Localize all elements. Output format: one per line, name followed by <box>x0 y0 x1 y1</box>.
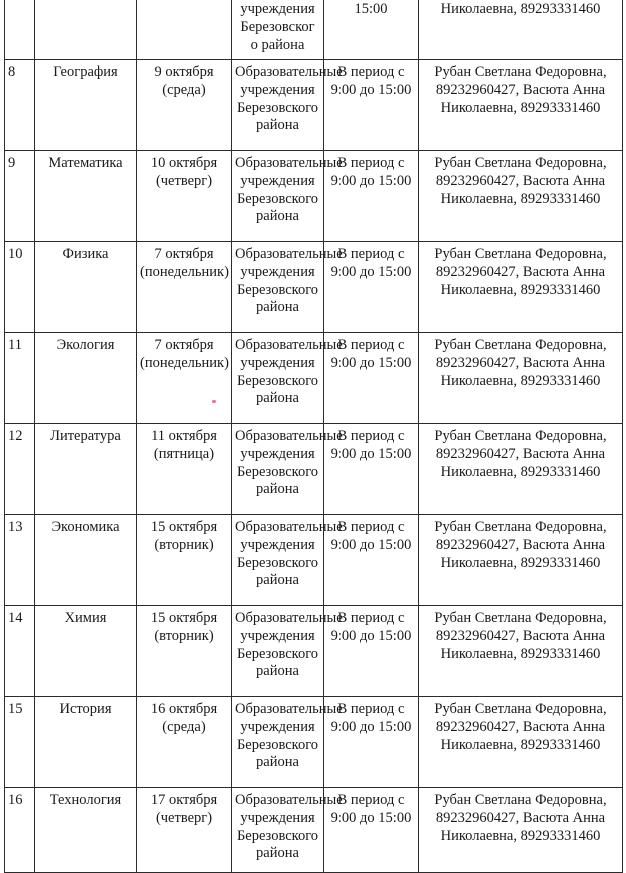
time-cell: В период с 9:00 до 15:00 <box>324 515 419 606</box>
subject-cell: Физика <box>35 242 137 333</box>
table-row <box>5 0 623 60</box>
row-number-cell <box>5 0 35 60</box>
contact-cell: Рубан Светлана Федоровна, 89232960427, Васюта Анна Николаевна, 89293331460 <box>419 151 623 242</box>
row-number-cell: 16 <box>5 788 35 873</box>
subject-cell: Литература <box>35 424 137 515</box>
row-number-cell: 8 <box>5 60 35 151</box>
contact-cell: Николаевна, 89293331460 <box>419 0 623 60</box>
subject-cell: Экология <box>35 333 137 424</box>
olympiad-schedule-table <box>4 0 623 873</box>
date-cell <box>137 0 232 60</box>
date-cell: 15 октября (вторник) <box>137 606 232 697</box>
subject-cell: География <box>35 60 137 151</box>
date-cell: 10 октября (четверг) <box>137 151 232 242</box>
date-cell: 9 октября (среда) <box>137 60 232 151</box>
time-cell: В период с 9:00 до 15:00 <box>324 242 419 333</box>
table-row <box>5 788 623 873</box>
table-row <box>5 151 623 242</box>
contact-cell: Рубан Светлана Федоровна, 89232960427, Васюта Анна Николаевна, 89293331460 <box>419 788 623 873</box>
place-cell: Образовательные учреждения Березовского района <box>232 151 324 242</box>
row-number-cell: 11 <box>5 333 35 424</box>
table-row <box>5 60 623 151</box>
subject-cell: Технология <box>35 788 137 873</box>
contact-cell: Рубан Светлана Федоровна, 89232960427, Васюта Анна Николаевна, 89293331460 <box>419 333 623 424</box>
contact-cell: Рубан Светлана Федоровна, 89232960427, Васюта Анна Николаевна, 89293331460 <box>419 60 623 151</box>
date-cell: 15 октября (вторник) <box>137 515 232 606</box>
place-cell: Образовательные учреждения Березовского района <box>232 606 324 697</box>
place-cell: Образовательные учреждения Березовского района <box>232 697 324 788</box>
ink-mark <box>212 400 216 403</box>
subject-cell <box>35 0 137 60</box>
contact-cell: Рубан Светлана Федоровна, 89232960427, Васюта Анна Николаевна, 89293331460 <box>419 606 623 697</box>
row-number-cell: 13 <box>5 515 35 606</box>
place-cell: Образовательные учреждения Березовского района <box>232 242 324 333</box>
row-number-cell: 10 <box>5 242 35 333</box>
table-row <box>5 424 623 515</box>
subject-cell: Экономика <box>35 515 137 606</box>
time-cell: В период с 9:00 до 15:00 <box>324 151 419 242</box>
time-cell: 15:00 <box>324 0 419 60</box>
subject-cell: Химия <box>35 606 137 697</box>
date-cell: 11 октября (пятница) <box>137 424 232 515</box>
table-row <box>5 242 623 333</box>
table-row <box>5 515 623 606</box>
date-cell: 7 октября (понедельник) <box>137 242 232 333</box>
time-cell: В период с 9:00 до 15:00 <box>324 606 419 697</box>
row-number-cell: 9 <box>5 151 35 242</box>
table-row <box>5 697 623 788</box>
date-cell: 7 октября (понедельник) <box>137 333 232 424</box>
row-number-cell: 14 <box>5 606 35 697</box>
subject-cell: История <box>35 697 137 788</box>
date-cell: 16 октября (среда) <box>137 697 232 788</box>
time-cell: В период с 9:00 до 15:00 <box>324 697 419 788</box>
place-cell: Образовательные учреждения Березовского района <box>232 788 324 873</box>
time-cell: В период с 9:00 до 15:00 <box>324 60 419 151</box>
table-row <box>5 333 623 424</box>
time-cell: В период с 9:00 до 15:00 <box>324 333 419 424</box>
row-number-cell: 15 <box>5 697 35 788</box>
place-cell: Образовательные учреждения Березовского района <box>232 333 324 424</box>
date-cell: 17 октября (четверг) <box>137 788 232 873</box>
place-cell: учреждения Березовског о района <box>232 0 324 60</box>
time-cell: В период с 9:00 до 15:00 <box>324 788 419 873</box>
time-cell: В период с 9:00 до 15:00 <box>324 424 419 515</box>
contact-cell: Рубан Светлана Федоровна, 89232960427, Васюта Анна Николаевна, 89293331460 <box>419 697 623 788</box>
table-row <box>5 606 623 697</box>
place-cell: Образовательные учреждения Березовского района <box>232 424 324 515</box>
place-cell: Образовательные учреждения Березовского района <box>232 515 324 606</box>
place-cell: Образовательные учреждения Березовского района <box>232 60 324 151</box>
contact-cell: Рубан Светлана Федоровна, 89232960427, Васюта Анна Николаевна, 89293331460 <box>419 242 623 333</box>
row-number-cell: 12 <box>5 424 35 515</box>
subject-cell: Математика <box>35 151 137 242</box>
contact-cell: Рубан Светлана Федоровна, 89232960427, Васюта Анна Николаевна, 89293331460 <box>419 424 623 515</box>
contact-cell: Рубан Светлана Федоровна, 89232960427, Васюта Анна Николаевна, 89293331460 <box>419 515 623 606</box>
